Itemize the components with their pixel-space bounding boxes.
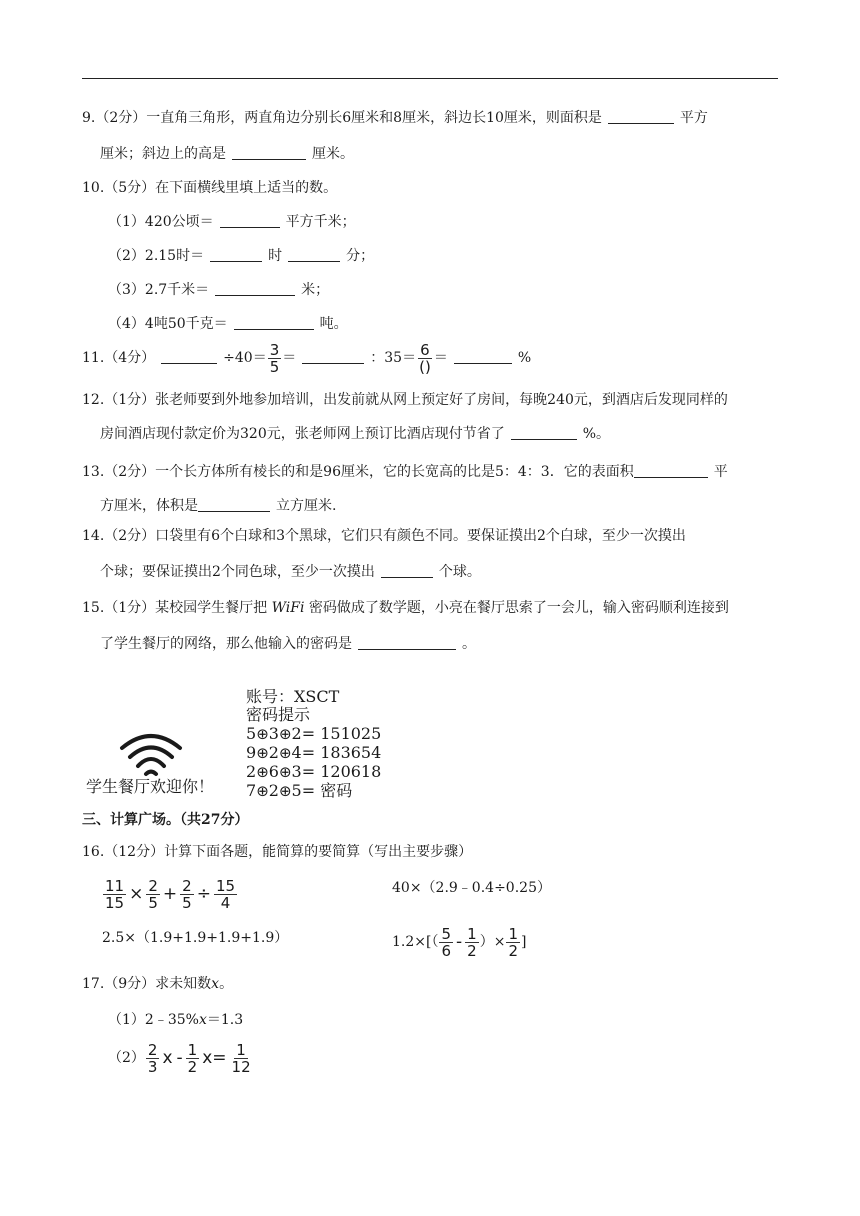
circled-plus-icon: ⊕ [278,763,292,781]
q11-fraction-3-5 [268,342,282,375]
s2-f2-den: 2 [187,1057,198,1076]
e4-frac-1-2 [465,926,479,959]
q10-s2-minute-unit: 分； [346,248,375,264]
q11-fraction-3-5-denominator: 5 [269,357,280,376]
row4-b: 2 [268,781,279,800]
q10-heading: 10.（5分）在下面横线里填上适当的数。 [82,180,338,196]
e1-f2-num: 2 [148,876,158,895]
q10-s2-hour-unit: 时 [268,248,283,264]
e1-frac-15-4 [214,878,237,911]
q10-s1-blank[interactable] [220,212,280,228]
q17-s1-text: （1）2﹣35% [108,1012,199,1028]
q15-line2 [100,632,800,656]
q9-answer-area-blank[interactable] [608,108,674,124]
q9-unit-1: 平方 [679,110,708,126]
e4-f3-num: 1 [508,924,518,943]
e4-suffix: ] [520,934,527,950]
e4-f2-den: 2 [467,941,477,960]
times-sign: × [129,884,144,904]
row1-a: 5 [246,724,257,743]
row1-c: 2= 151025 [291,724,382,743]
q16-expr-4 [392,920,692,964]
q12-line2 [100,422,800,446]
header-rule [82,78,778,79]
q11-ratio-35: ：35＝ [370,350,417,366]
divide-sign: ÷ [196,884,211,904]
wifi-hint-row-3 [246,763,381,781]
q9-line1 [82,106,782,130]
e1-f4-den: 4 [220,893,231,912]
q14-unit: 个球。 [438,564,481,580]
e1-f3-den: 5 [182,893,192,912]
s2-f3-num: 1 [236,1040,246,1059]
q14-text-2: 个球；要保证摸出2个同色球，至少一次摸出 [100,564,375,580]
q16-expr-3: 2.5×（1.9+1.9+1.9+1.9） [102,930,289,946]
q10-sub2 [108,244,808,268]
q15-line1 [82,596,782,620]
q10-s3-text: （3）2.7千米＝ [108,282,210,298]
q14-line2 [100,560,800,584]
minus-sign: - [456,932,463,952]
q10-sub1 [108,210,808,234]
e1-frac-11-15 [103,878,126,911]
e1-f3-num: 2 [182,876,192,895]
q11-blank-3[interactable] [454,348,512,364]
wifi-icon [118,728,184,780]
q10-s2-minute-blank[interactable] [288,246,340,262]
e4-frac-1-2-b [506,926,520,959]
q11-blank-2[interactable] [302,348,364,364]
q17-sub1 [108,1008,808,1032]
q13-unit-1: 平 [713,464,728,480]
q10-sub3 [108,278,808,302]
q10-s4-unit: 吨。 [319,316,348,332]
q14-blank[interactable] [381,562,433,578]
q10-s3-unit: 米； [301,282,330,298]
q17-variable: x [211,976,220,992]
e1-f1-den: 15 [105,893,125,912]
s2-frac-1-2 [186,1042,200,1075]
e1-f2-den: 5 [148,893,158,912]
e1-f4-num: 15 [215,876,236,895]
q11-div40: ÷40＝ [223,350,267,366]
q13-unit-2: 立方厘米. [276,498,337,514]
row1-b: 3 [268,724,279,743]
q15-text-2: 了学生餐厅的网络，那么他输入的密码是 [100,636,352,652]
wifi-welcome-caption: 学生餐厅欢迎你！ [86,777,215,796]
q17-text: 17.（9分）求未知数 [82,976,212,992]
q17-heading [82,972,782,996]
s2-frac-2-3 [146,1042,160,1075]
q15-wifi-word: WiFi [271,600,305,616]
e1-frac-2-5-b [180,878,194,911]
q9-text-2: 厘米；斜边上的高是 [100,146,226,162]
q11-percent: % [517,350,532,366]
q11-fraction-6-blank [417,342,433,375]
row2-c: 4= 183654 [291,743,382,762]
q10-s4-text: （4）4吨50千克＝ [108,316,228,332]
s2-x-equals: x= [202,1048,227,1068]
q17-sub2 [108,1036,808,1080]
circled-plus-icon: ⊕ [278,782,292,800]
circled-plus-icon: ⊕ [278,725,292,743]
row2-a: 9 [246,743,257,762]
q10-s2-text: （2）2.15时＝ [108,248,205,264]
q13-line1 [82,460,782,484]
row4-a: 7 [246,781,257,800]
q12-line1: 12.（1分）张老师要到外地参加培训，出发前就从网上预定好了房间，每晚240元，到酒店后发现同样的 [82,392,728,408]
e4-frac-5-6 [439,926,453,959]
e4-f1-num: 5 [441,924,452,943]
q14-line1: 14.（2分）口袋里有6个白球和3个黑球，它们只有颜色不同。要保证摸出2个白球，至少一次摸出 [82,528,686,544]
q16-expr-2: 40×（2.9﹣0.4÷0.25） [392,880,551,896]
q11-fraction-3-5-numerator: 3 [269,340,280,359]
s2-f1-num: 2 [147,1040,158,1059]
q11-number: 11.（4分） [82,350,156,366]
row2-b: 2 [268,743,279,762]
q17-period: 。 [219,976,234,992]
q17-s1-variable: x [198,1012,207,1028]
q10-s2-hour-blank[interactable] [210,246,262,262]
q15-text: 15.（1分）某校园学生餐厅把 [82,600,268,616]
q9-answer-height-blank[interactable] [232,144,306,160]
q10-s1-text: （1）420公顷＝ [108,214,214,230]
e4-f1-den: 6 [441,941,452,960]
circled-plus-icon: ⊕ [256,763,269,781]
q11-blank-1[interactable] [161,348,217,364]
e4-middle: ）× [479,934,506,950]
wifi-hint-row-2 [246,744,381,762]
q10-sub4 [108,312,808,336]
s2-x: x [162,1048,173,1068]
q17-s1-rhs: ＝1.3 [206,1012,244,1028]
q11-fraction-6-denominator[interactable]: () [419,357,431,376]
row3-b: 6 [268,762,279,781]
circled-plus-icon: ⊕ [278,744,292,762]
circled-plus-icon: ⊕ [256,744,269,762]
wifi-hint-title: 密码提示 [246,705,311,724]
e4-f2-num: 1 [467,924,477,943]
q15-period: 。 [462,636,476,652]
q12-percent: %。 [582,426,611,442]
q9-text: 9.（2分）一直角三角形，两直角边分别长6厘米和8厘米，斜边长10厘米，则面积是 [82,110,602,126]
q10-s3-blank[interactable] [215,280,295,296]
e4-f3-den: 2 [508,941,518,960]
q11-line [82,338,782,378]
q9-line2 [100,142,800,166]
q16-expr-1 [102,872,402,916]
row3-c: 3= 120618 [291,762,382,781]
q13-text-2: 方厘米，体积是 [100,498,198,514]
s2-f1-den: 3 [147,1057,158,1076]
section3-title: 三、计算广场。（共27分） [82,812,249,828]
s2-minus: - [176,1048,183,1068]
e4-prefix: 1.2×[（ [392,934,439,950]
wifi-hint-row-4 [246,782,352,800]
q15-text-b: 密码做成了数学题，小亮在餐厅思索了一会儿，输入密码顺利连接到 [308,600,729,616]
q9-unit-2: 厘米。 [312,146,354,162]
e1-f1-num: 11 [105,876,125,895]
s2-frac-1-12 [230,1042,253,1075]
q10-s1-unit: 平方千米； [285,214,356,230]
q12-blank[interactable] [511,424,577,440]
q10-s4-blank[interactable] [234,314,314,330]
s2-f3-den: 12 [231,1057,251,1076]
circled-plus-icon: ⊕ [256,725,269,743]
q16-heading: 16.（12分）计算下面各题，能简算的要简算（写出主要步骤） [82,844,473,860]
q15-password-blank[interactable] [358,634,456,650]
wifi-account: 账号：XSCT [246,687,340,706]
row3-a: 2 [246,762,257,781]
wifi-hint-row-1 [246,725,381,743]
q11-equals-2: ＝ [433,350,448,366]
s2-f2-num: 1 [187,1040,198,1059]
q13-line2 [100,494,800,518]
plus-sign: + [162,884,178,904]
q17-s2-label: （2） [108,1050,145,1066]
circled-plus-icon: ⊕ [256,782,269,800]
q11-equals: ＝ [282,350,297,366]
row4-c: 5= 密码 [291,781,353,800]
q13-volume-blank[interactable] [198,496,270,512]
q13-text: 13.（2分）一个长方体所有棱长的和是96厘米，它的长宽高的比是5：4：3．它的表面积 [82,464,634,480]
q11-fraction-6-numerator: 6 [420,340,430,359]
e1-frac-2-5 [146,878,160,911]
q12-text-2: 房间酒店现付款定价为320元，张老师网上预订比酒店现付节省了 [100,426,505,442]
q13-area-blank[interactable] [634,462,708,478]
